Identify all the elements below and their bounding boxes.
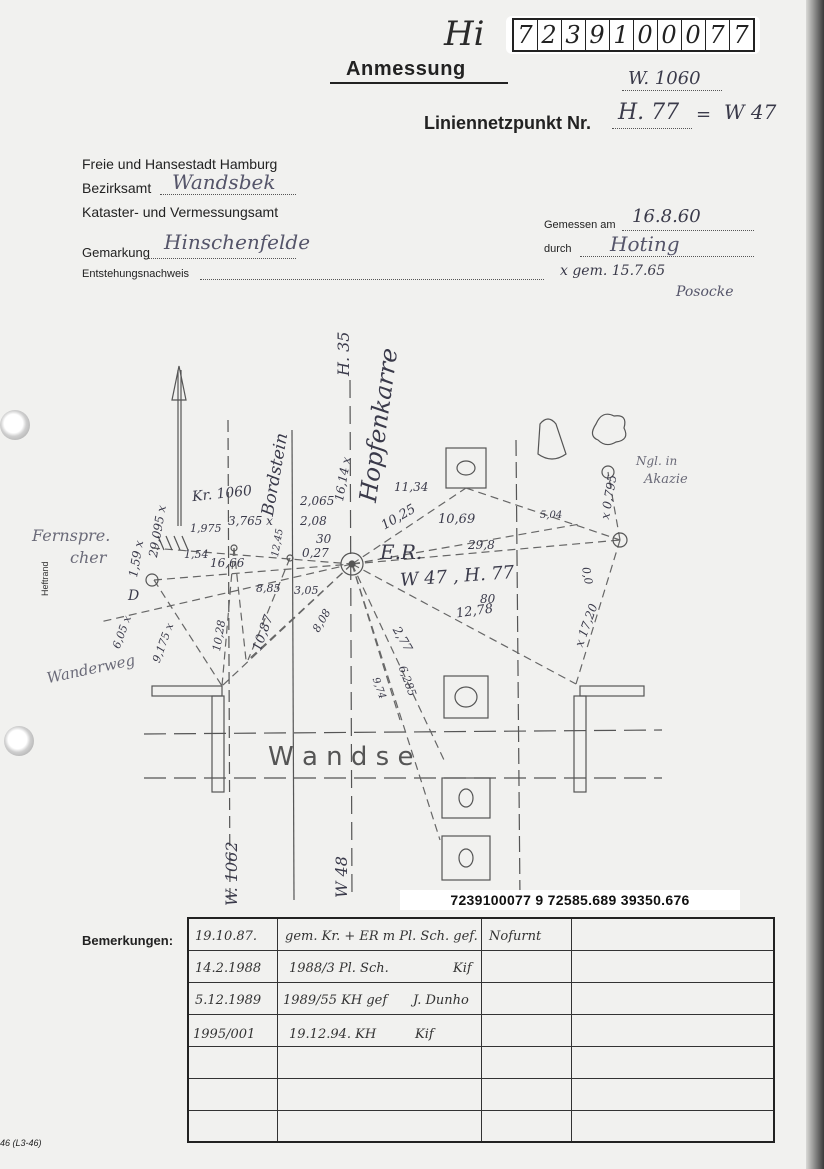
hi-mark: Hi — [444, 14, 485, 54]
measure-m18: 10,28 — [210, 618, 229, 653]
label-hopfenkarre: Hopfenkarre — [354, 346, 404, 504]
box-lower-2 — [442, 836, 490, 880]
id-digit-cell: 7 — [733, 21, 749, 49]
remark-text: 1989/55 KH gef — [283, 993, 388, 1008]
kerb-line-right — [516, 440, 520, 900]
measure-m7: 2,065 — [300, 494, 335, 508]
document-id-box — [506, 16, 760, 54]
label-w48: W 48 — [332, 856, 351, 898]
id-digit-cell: 3 — [562, 20, 586, 50]
id-digit-cell: 2 — [538, 20, 562, 50]
measure-m16: 6,05 x — [110, 613, 134, 651]
remark-signature: Nofurnt — [489, 929, 542, 944]
measure-m17: 9,175 x — [150, 621, 177, 665]
remark-date: 14.2.1988 — [195, 961, 262, 976]
label-akazie-2: Akazie — [644, 472, 688, 487]
measured-by-value: Hoting — [610, 232, 680, 256]
label-fernsprecher-2: cher — [70, 548, 107, 567]
box-mid-ring — [455, 687, 477, 707]
measure-m27: 0,0 — [579, 566, 596, 586]
measure-m22: 6,285 — [395, 664, 419, 699]
measure-m28: 5,04 — [540, 510, 563, 521]
measure-m12: 10,69 — [438, 512, 476, 527]
measure-m20: 8,08 — [310, 606, 334, 635]
label-er: E.R. — [380, 540, 423, 564]
remarks-row-line-4 — [189, 1046, 773, 1047]
measure-m8: 2,08 — [300, 514, 327, 528]
finger-sketch — [538, 419, 566, 459]
measure-m4: 3,765 x — [228, 514, 273, 528]
document-id-cells — [512, 18, 755, 52]
measured-date-dots — [622, 230, 754, 231]
measure-m3: 1,975 — [190, 522, 222, 535]
id-digit-cell: 7 — [514, 20, 538, 50]
survey-sketch — [0, 300, 806, 900]
point-dots — [612, 128, 692, 129]
recheck-by: Posocke — [676, 284, 734, 300]
point-alt-value: W 47 — [724, 100, 777, 124]
measure-m24: 80 — [480, 592, 496, 606]
remarks-row-line-2 — [189, 982, 773, 983]
gemarkung-label: Gemarkung — [82, 245, 150, 260]
point-equals: = — [696, 104, 712, 125]
remarks-row-line-5 — [189, 1078, 773, 1079]
box-lower-2-ring — [459, 849, 473, 867]
entstehung-label: Entstehungsnachweis — [82, 268, 190, 280]
label-w47h77: W 47 , H. 77 — [399, 562, 515, 591]
bridge-wall-left-top — [152, 686, 222, 696]
measure-m29: 29,8 — [468, 538, 495, 552]
page-edge-shadow — [806, 0, 824, 1169]
remark-signature: Kif — [415, 1027, 434, 1042]
label-h35: H. 35 — [334, 331, 353, 376]
gemarkung-value: Hinschenfelde — [164, 230, 311, 254]
office-line3: Kataster- und Vermessungsamt — [82, 204, 279, 220]
remarks-row-line-3 — [189, 1014, 773, 1015]
box-lower-1-ring — [459, 789, 473, 807]
remark-signature: Kif — [453, 961, 472, 976]
box-top — [446, 448, 486, 488]
remark-text: gem. Kr. + ER m Pl. Sch. gef. — [285, 929, 478, 944]
kerb-line-mid — [292, 430, 294, 900]
reference-number: W. 1060 — [628, 68, 701, 89]
id-digit-cell: 0 — [682, 20, 706, 50]
measure-m21: 2,77 — [389, 624, 416, 655]
measured-date-label: Gemessen am — [544, 219, 616, 231]
remark-date: 5.12.1989 — [195, 993, 262, 1008]
measure-m32: 3,05 — [294, 584, 319, 597]
label-fernsprecher-1: Fernspre. — [32, 526, 111, 545]
measure-m11: 10,25 — [378, 501, 419, 534]
measure-m1: 1,59 x — [126, 539, 147, 579]
measure-m30: 12,45 — [270, 527, 286, 558]
form-title: Anmessung — [346, 58, 466, 80]
gemarkung-dots — [148, 258, 296, 259]
measure-m19: 10,87 — [250, 613, 277, 654]
remarks-label: Bemerkungen: — [82, 933, 174, 948]
measure-m23: 12,78 — [455, 601, 495, 622]
measure-m26: x 0,795 — [598, 473, 620, 521]
tree-sketch — [592, 414, 625, 444]
label-akazie-1: Ngl. in — [636, 454, 678, 468]
bridge-wall-right-top — [580, 686, 644, 696]
measure-m14: 0,27 — [302, 546, 329, 560]
id-digit-cell: 7 — [706, 20, 730, 50]
remark-signature: J. Dunho — [413, 993, 469, 1008]
id-digit-cell: 0 — [634, 20, 658, 50]
bezirk-value: Wandsbek — [172, 170, 276, 194]
measure-m6: 16,66 — [210, 556, 245, 570]
measure-m13: 30 — [316, 532, 332, 546]
label-w1062: W. 1062 — [222, 841, 241, 906]
box-lower-1 — [442, 778, 490, 818]
measured-date-value: 16.8.60 — [632, 206, 701, 227]
measure-m33: 9,74 — [369, 676, 388, 701]
remark-text: 1988/3 Pl. Sch. — [289, 961, 389, 976]
remarks-col-divider-2 — [481, 919, 482, 1141]
entstehung-dots — [200, 279, 544, 280]
measure-m10: 11,34 — [394, 480, 429, 494]
remarks-row-line-1 — [189, 950, 773, 951]
label-heftrand: Heftrand — [40, 561, 50, 596]
remark-date: 19.10.87. — [195, 929, 258, 944]
id-digit-cell: 0 — [658, 20, 682, 50]
measure-m9: 16,14 x — [332, 455, 354, 503]
reference-dots — [622, 90, 722, 91]
box-top-ring — [457, 461, 475, 475]
river-bank-top — [144, 730, 662, 734]
measure-m5: 1,54 — [184, 548, 209, 561]
remarks-col-divider-3 — [571, 919, 572, 1141]
measure-m2: 29,095 x — [146, 504, 169, 559]
recheck-note: x gem. 15.7.65 — [560, 263, 666, 279]
point-er-inner — [349, 561, 355, 567]
label-wanderweg: Wanderweg — [45, 650, 137, 688]
measure-m31: 8,85 — [256, 582, 281, 595]
point-value: H. 77 — [618, 100, 680, 125]
coordinate-line: 7239100077 9 72585.689 39350.676 — [400, 890, 740, 910]
bezirk-label: Bezirksamt — [82, 180, 152, 196]
measured-by-dots — [580, 256, 754, 257]
remarks-table — [187, 917, 775, 1143]
remarks-col-divider-1 — [277, 919, 278, 1141]
title-underline — [330, 82, 508, 84]
north-arrow-head — [172, 366, 186, 400]
bezirk-dots — [160, 194, 296, 195]
label-kr1060: Kr. 1060 — [191, 482, 253, 506]
box-mid — [444, 676, 488, 718]
point-label: Liniennetzpunkt Nr. — [424, 113, 592, 133]
remarks-row-line-6 — [189, 1110, 773, 1111]
id-digit-cell: 9 — [586, 20, 610, 50]
form-code: 46 (L3-46) — [0, 1138, 42, 1148]
label-d: D — [128, 588, 140, 604]
label-wandse: W a n d s e — [268, 742, 414, 772]
office-line1: Freie und Hansestadt Hamburg — [82, 156, 278, 172]
id-digit-cell: 1 — [610, 20, 634, 50]
measure-m25: x 17,20 — [572, 601, 601, 649]
label-bordstein: Bordstein — [258, 431, 293, 518]
remark-date: 1995/001 — [193, 1027, 256, 1042]
remark-text: 19.12.94. KH — [289, 1027, 377, 1042]
measured-by-label: durch — [544, 243, 572, 255]
